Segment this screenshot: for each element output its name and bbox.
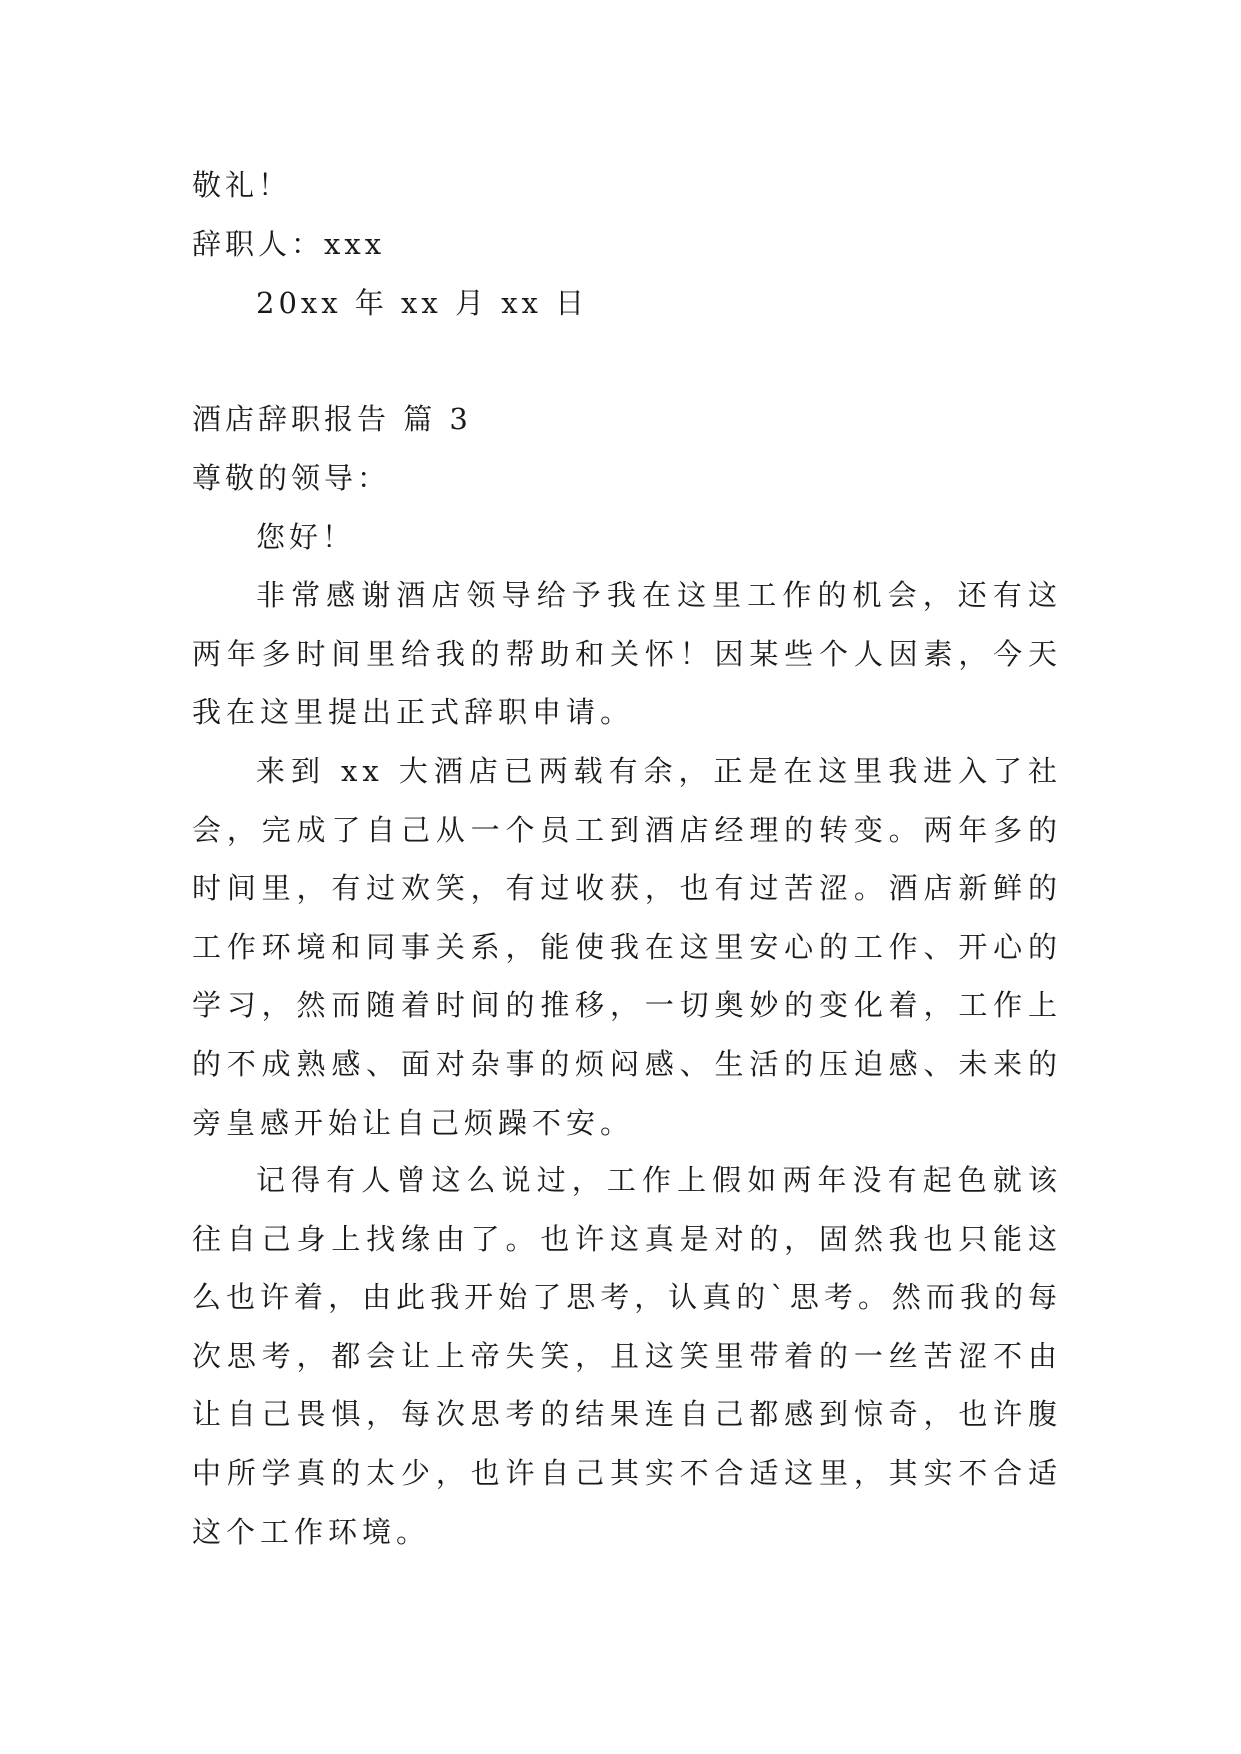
paragraph-2: 来到 xx 大酒店已两载有余，正是在这里我进入了社会，完成了自己从一个员工到酒店经理的转变。两年多的时间里，有过欢笑，有过收获，也有过苦涩。酒店新鲜的工作环境和同事关系，能使我在这里安心的工作、开心的学习，然而随着时间的推移，一切奥妙的变化着，工作上的不成熟感、面对杂事的烦闷感、生活的压迫感、未来的旁皇感开始让自己烦躁不安。 [192,754,1062,1140]
greeting: 尊敬的领导： [192,461,391,495]
signer-line: 辞职人：xxx [192,227,386,261]
date-line: 20xx 年 xx 月 xx 日 [256,286,589,320]
section-title: 酒店辞职报告 篇 3 [192,402,472,436]
closing-salute: 敬礼！ [192,168,292,202]
paragraph-3: 记得有人曾这么说过，工作上假如两年没有起色就该往自己身上找缘由了。也许这真是对的，固然我也只能这么也许着，由此我开始了思考，认真的`思考。然而我的每次思考，都会让上帝失笑，且这笑里带着的一丝苦涩不由让自己畏惧，每次思考的结果连自己都感到惊奇，也许腹中所学真的太少，也许自己其实不合适这里，其实不合适这个工作环境。 [192,1163,1062,1549]
paragraph-1: 非常感谢酒店领导给予我在这里工作的机会，还有这两年多时间里给我的帮助和关怀！因某些个人因素，今天我在这里提出正式辞职申请。 [192,578,1062,730]
hello-line: 您好！ [256,520,356,554]
